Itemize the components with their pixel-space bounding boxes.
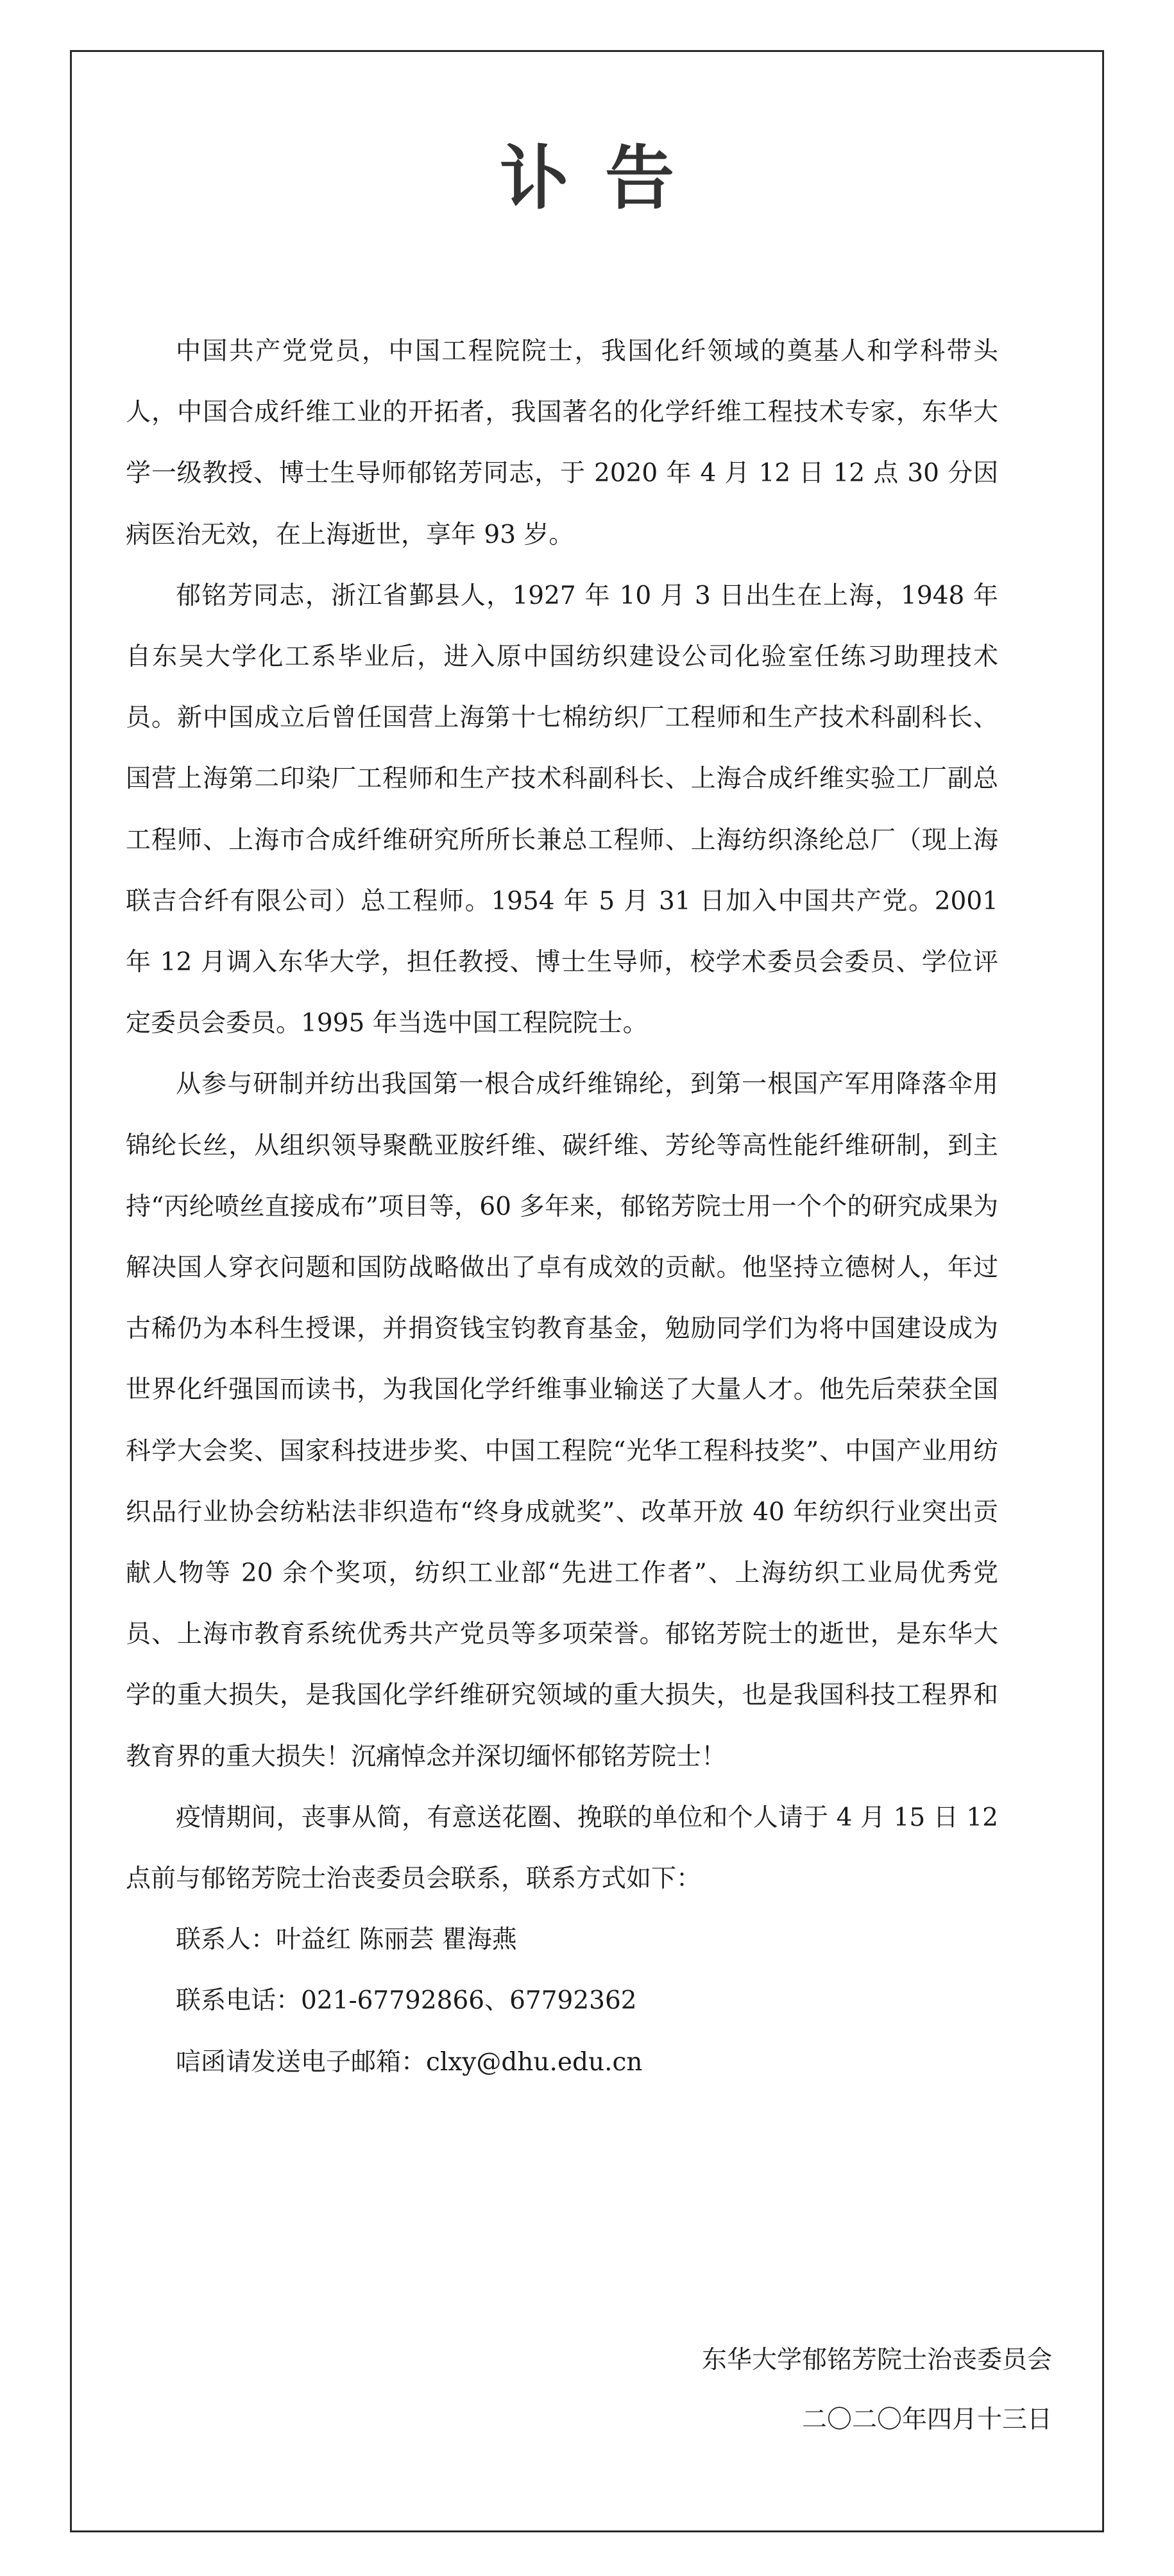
paragraph-biography: 郁铭芳同志，浙江省鄞县人，1927 年 10 月 3 日出生在上海，1948 年自东吴大学化工系毕业后，进入原中国纺织建设公司化验室任练习助理技术员。新中国成立后曾任国营上海第十七棉纺织厂工程师和生产技术科副科长、国营上海第二印染厂工程师和生产技术科副科长、上海合成纤维实验工厂副总工程师、上海市合成纤维研究所所长兼总工程师、上海纺织涤纶总厂（现上海联吉合纤有限公司）总工程师。1954 年 5 月 31 日加入中国共产党。2001 年 12 月调入东华大学，担任教授、博士生导师，校学术委员会委员、学位评定委员会委员。1995 年当选中国工程院院士。 xyxy=(126,581,998,1038)
signature-date: 二〇二〇年四月十三日 xyxy=(801,2405,1052,2434)
signature-organization: 东华大学郁铭芳院士治丧委员会 xyxy=(701,2346,1052,2374)
paragraph-funeral-arrangements: 疫情期间，丧事从简，有意送花圈、挽联的单位和个人请于 4 月 15 日 12 点前与郁铭芳院士治丧委员会联系，联系方式如下： xyxy=(126,1803,998,1894)
contact-email: 唁函请发送电子邮箱：clxy@dhu.edu.cn xyxy=(176,2047,643,2077)
notice-title: 讣告 xyxy=(499,139,710,219)
contact-phone: 联系电话：021-67792866、67792362 xyxy=(176,1986,637,2016)
notice-body xyxy=(126,321,998,2093)
paragraph-achievements: 从参与研制并纺出我国第一根合成纤维锦纶，到第一根国产军用降落伞用锦纶长丝，从组织领导聚酰亚胺纤维、碳纤维、芳纶等高性能纤维研制，到主持“丙纶喷丝直接成布”项目等，60 多年来，郁铭芳院士用一个个的研究成果为解决国人穿衣问题和国防战略做出了卓有成效的贡献。他坚持立德树人，年过古稀仍为本科生授课，并捐资钱宝钧教育基金，勉励同学们为将中国建设成为世界化纤强国而读书，为我国化学纤维事业输送了大量人才。他先后荣获全国科学大会奖、国家科技进步奖、中国工程院“光华工程科技奖”、中国产业用纺织品行业协会纺粘法非织造布“终身成就奖”、改革开放 40 年纺织行业突出贡献人物等 20 余个奖项，纺织工业部“先进工作者”、上海纺织工业局优秀党员、上海市教育系统优秀共产党员等多项荣誉。郁铭芳院士的逝世，是东华大学的重大损失，是我国化学纤维研究领域的重大损失，也是我国科技工程界和教育界的重大损失！沉痛悼念并深切缅怀郁铭芳院士！ xyxy=(126,1070,998,1771)
paragraph-announcement: 中国共产党党员，中国工程院院士，我国化纤领域的奠基人和学科带头人，中国合成纤维工业的开拓者，我国著名的化学纤维工程技术专家，东华大学一级教授、博士生导师郁铭芳同志，于 2020 年 4 月 12 日 12 点 30 分因病医治无效，在上海逝世，享年 93 岁。 xyxy=(126,337,998,549)
contact-persons: 联系人：叶益红 陈丽芸 瞿海燕 xyxy=(176,1925,517,1955)
